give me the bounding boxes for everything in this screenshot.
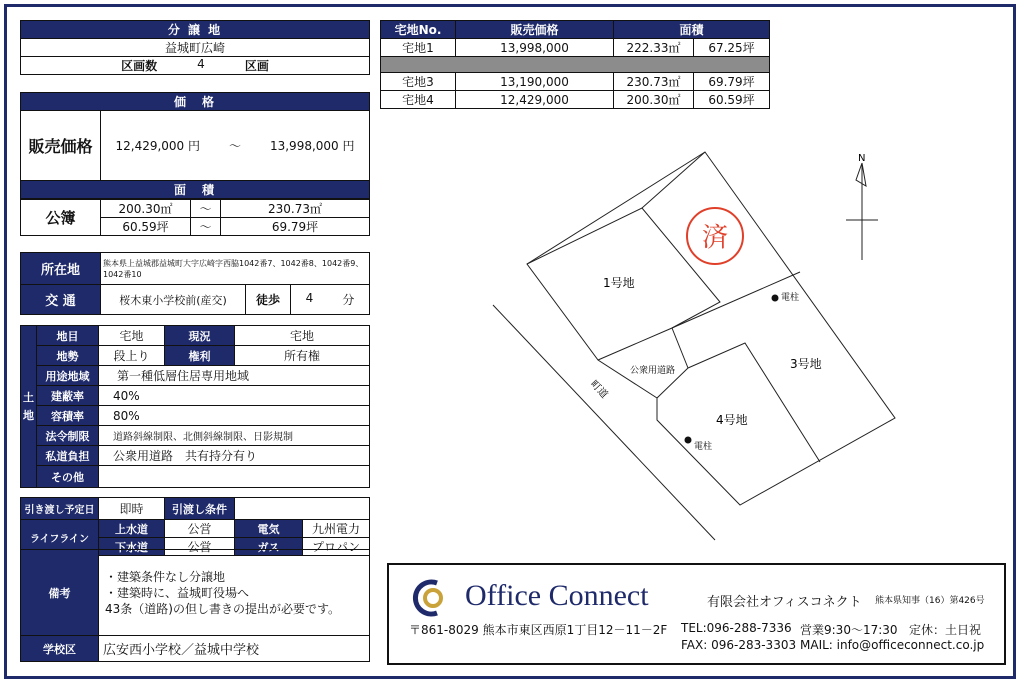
lot-price: 13,190,000 xyxy=(456,73,614,91)
subdivision-header: 分 譲 地 xyxy=(21,21,370,39)
school-label: 学校区 xyxy=(21,636,99,662)
kenri-label: 権利 xyxy=(165,346,235,366)
lot-tsubo: 60.59坪 xyxy=(694,91,770,109)
lots-header-price: 販売価格 xyxy=(456,21,614,39)
table-row xyxy=(381,91,770,109)
walk-label: 徒歩 xyxy=(246,285,291,315)
pole2-label: 電柱 xyxy=(694,442,713,452)
remarks-line-1: ・建築条件なし分譲地 xyxy=(105,569,226,584)
remarks-label: 備考 xyxy=(21,550,99,636)
utility-pole-icon xyxy=(685,437,692,444)
address-label: 所在地 xyxy=(21,253,101,285)
handover-label: 引き渡し予定日 xyxy=(21,498,99,520)
company-mail[interactable]: MAIL: info@officeconnect.co.jp xyxy=(800,638,985,652)
shidou-label: 私道負担 xyxy=(37,446,99,466)
handover-cond-value xyxy=(235,498,370,520)
site-outline xyxy=(527,152,895,505)
area-tilde-2: ～ xyxy=(191,218,221,236)
lots-table xyxy=(380,20,770,109)
price-tilde: ～ xyxy=(228,139,241,153)
utility-pole-icon xyxy=(772,295,779,302)
misc-table xyxy=(20,497,370,520)
price-table xyxy=(20,92,370,199)
lot-tsubo: 67.25坪 xyxy=(694,39,770,57)
company-address: 〒861-8029 熊本市東区西原1丁目12－11－2F xyxy=(409,623,668,637)
company-box xyxy=(387,563,1006,665)
access-label: 交 通 xyxy=(21,285,101,315)
remarks-table xyxy=(20,549,370,662)
youto-value: 第一種低層住居専用地域 xyxy=(99,366,370,386)
elec-value: 九州電力 xyxy=(303,520,370,538)
table-row xyxy=(381,73,770,91)
lots-label: 区画数 xyxy=(121,59,158,73)
shidou-value: 公衆用道路 共有持分有り xyxy=(99,446,370,466)
company-name: 有限会社オフィスコネクト xyxy=(707,595,862,610)
company-logo-text: Office Connect xyxy=(465,579,649,612)
lot3-label: 3号地 xyxy=(790,357,822,371)
land-side-label: 土 地 xyxy=(21,326,37,488)
other-value xyxy=(99,466,370,488)
subdivision-name: 益城町広崎 xyxy=(21,39,370,57)
company-tel: TEL:096-288-7336 xyxy=(681,621,792,635)
price-min: 12,429,000 円 xyxy=(115,139,201,153)
pole1-label: 電柱 xyxy=(781,293,800,303)
chisei-value: 段上り xyxy=(99,346,165,366)
kenri-value: 所有権 xyxy=(235,346,370,366)
kenpei-label: 建蔽率 xyxy=(37,386,99,406)
area-sqm-min: 200.30㎡ xyxy=(101,200,191,218)
company-fax: FAX: 096-283-3303 xyxy=(681,638,797,652)
site-map xyxy=(380,110,1020,550)
north-arrow-icon xyxy=(846,153,878,260)
subdivision-table xyxy=(20,20,370,75)
lot-sqm: 222.33㎡ xyxy=(614,39,694,57)
price-label: 販売価格 xyxy=(21,111,101,181)
hourei-label: 法令制限 xyxy=(37,426,99,446)
sold-stamp-text: 済 xyxy=(701,223,729,253)
company-hours: 営業9:30～17:30 xyxy=(800,623,898,637)
sewer-value: 公営 xyxy=(165,538,235,556)
road-edge xyxy=(493,305,715,540)
genkyo-value: 宅地 xyxy=(235,326,370,346)
lot-price: 12,429,000 xyxy=(456,91,614,109)
public-road-label: 公衆用道路 xyxy=(630,366,676,376)
youto-label: 用途地域 xyxy=(37,366,99,386)
area-tsubo-max: 69.79坪 xyxy=(221,218,370,236)
sewer-label: 下水道 xyxy=(99,538,165,556)
sold-row xyxy=(381,57,770,73)
lots-header-area: 面積 xyxy=(614,21,770,39)
lots-header-no: 宅地No. xyxy=(381,21,456,39)
area-tilde-1: ～ xyxy=(191,200,221,218)
company-holiday: 定休：土日祝 xyxy=(909,623,982,637)
walk-time xyxy=(291,285,370,315)
land-table xyxy=(20,325,370,488)
lot-no: 宅地1 xyxy=(381,39,456,57)
walk-minutes: 4 xyxy=(305,291,314,305)
price-max: 13,998,000 円 xyxy=(269,139,355,153)
gas-value: プロパン xyxy=(303,538,370,556)
price-header: 価 格 xyxy=(21,93,370,111)
lot4-label: 4号地 xyxy=(716,413,748,427)
genkyo-label: 現況 xyxy=(165,326,235,346)
lots-count-row xyxy=(21,57,370,75)
kenpei-value: 40% xyxy=(99,386,370,406)
lots-unit: 区画 xyxy=(244,59,269,73)
lot-price: 13,998,000 xyxy=(456,39,614,57)
area-table xyxy=(20,199,370,236)
water-value: 公営 xyxy=(165,520,235,538)
svg-text:N: N xyxy=(858,153,866,164)
school-value: 広安西小学校／益城中学校 xyxy=(99,636,370,662)
elec-label: 電気 xyxy=(235,520,303,538)
remarks-value xyxy=(99,550,370,636)
lifeline-label: ライフライン xyxy=(21,520,99,556)
water-label: 上水道 xyxy=(99,520,165,538)
handover-value: 即時 xyxy=(99,498,165,520)
area-header: 面 積 xyxy=(21,181,370,199)
company-license: 熊本県知事（16）第426号 xyxy=(875,596,985,606)
other-label: その他 xyxy=(37,466,99,488)
lot-sqm: 200.30㎡ xyxy=(614,91,694,109)
area-tsubo-min: 60.59坪 xyxy=(101,218,191,236)
lots-count: 4 xyxy=(197,57,205,71)
lot-tsubo: 69.79坪 xyxy=(694,73,770,91)
lot-sqm: 230.73㎡ xyxy=(614,73,694,91)
chisei-label: 地勢 xyxy=(37,346,99,366)
table-row xyxy=(381,39,770,57)
remarks-line-2: ・建築時に、益城町役場へ xyxy=(105,585,250,600)
area-sqm-max: 230.73㎡ xyxy=(221,200,370,218)
chimoku-value: 宅地 xyxy=(99,326,165,346)
area-label: 公簿 xyxy=(21,200,101,236)
location-table xyxy=(20,252,370,315)
access-station: 桜木東小学校前(産交) xyxy=(101,285,246,315)
lot-no: 宅地4 xyxy=(381,91,456,109)
lot-no: 宅地3 xyxy=(381,73,456,91)
town-road-label: 町道 xyxy=(587,378,610,401)
price-range xyxy=(101,111,370,181)
gas-label: ガス xyxy=(235,538,303,556)
remarks-line-3: 43条（道路)の但し書きの提出が必要です。 xyxy=(105,601,340,616)
walk-unit: 分 xyxy=(342,293,355,307)
chimoku-label: 地目 xyxy=(37,326,99,346)
company-logo-icon xyxy=(407,575,455,621)
youseki-value: 80% xyxy=(99,406,370,426)
hourei-value: 道路斜線制限、北側斜線制限、日影規制 xyxy=(99,426,370,446)
youseki-label: 容積率 xyxy=(37,406,99,426)
lot1-label: 1号地 xyxy=(603,276,635,290)
address-value: 熊本県上益城郡益城町大字広崎字西脇1042番7、1042番8、1042番9、1042番10 xyxy=(101,253,370,285)
handover-cond-label: 引渡し条件 xyxy=(165,498,235,520)
